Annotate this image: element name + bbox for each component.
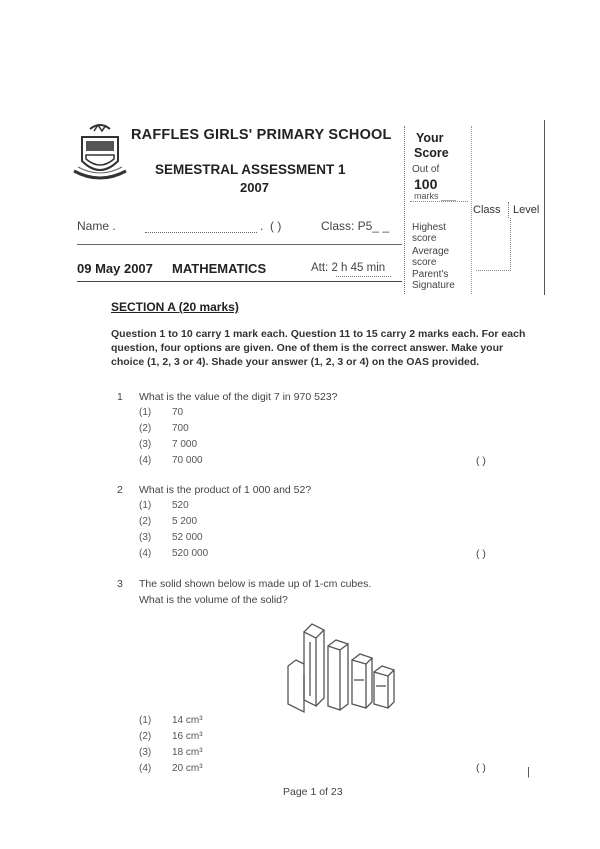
header-rule-bottom (77, 281, 402, 282)
margin-mark: | (527, 766, 530, 778)
answer-brackets[interactable]: ( ) (476, 548, 486, 560)
option-number: (3) (139, 532, 152, 543)
class-column-label: Class (473, 204, 501, 216)
option-number: (1) (139, 500, 152, 511)
marks-label: marks ___ (414, 191, 457, 201)
score-divider (410, 201, 468, 202)
level-column-label: Level (513, 204, 540, 216)
option-value: 520 000 (172, 548, 209, 559)
option-value: 18 cm³ (172, 747, 203, 758)
assessment-year: 2007 (240, 180, 269, 195)
option-number: (4) (139, 763, 152, 774)
option-value: 70 000 (172, 455, 203, 466)
duration-underline (336, 276, 391, 277)
option-number: (1) (139, 407, 152, 418)
section-title: SECTION A (20 marks) (111, 300, 239, 314)
option-value: 16 cm³ (172, 731, 203, 742)
exam-date: 09 May 2007 (77, 261, 153, 276)
highest-score-label: Highest score (412, 222, 446, 244)
option-value: 700 (172, 423, 189, 434)
option-number: (4) (139, 548, 152, 559)
your-label: Your (416, 131, 444, 145)
option-value: 520 (172, 500, 189, 511)
option-number: (2) (139, 423, 152, 434)
average-score-label: Average score (412, 246, 450, 268)
total-marks: 100 (414, 176, 438, 192)
out-of-label: Out of (412, 164, 440, 175)
option-value: 52 000 (172, 532, 203, 543)
question-number: 2 (117, 484, 123, 496)
section-instructions: Question 1 to 10 carry 1 mark each. Question 11 to 15 carry 2 marks each. For each question, four options are given. One of them is the correct answer. Make your choice (1, 2, 3 or 4). Shade your answer (1, 2, 3 or 4) on the OAS provided. (111, 328, 526, 368)
option-value: 70 (172, 407, 184, 418)
question-number: 1 (117, 391, 123, 403)
class-entry-box (476, 218, 511, 271)
option-number: (1) (139, 715, 152, 726)
exam-subject: MATHEMATICS (172, 261, 267, 276)
option-number: (2) (139, 516, 152, 527)
answer-brackets[interactable]: ( ) (476, 762, 486, 774)
assessment-title: SEMESTRAL ASSESSMENT 1 (155, 162, 346, 177)
answer-brackets[interactable]: ( ) (476, 455, 486, 467)
class-field: Class: P5_ _ (321, 219, 390, 233)
header-rule-top (77, 244, 402, 245)
question-number: 3 (117, 578, 123, 590)
school-name: RAFFLES GIRLS' PRIMARY SCHOOL (131, 127, 392, 143)
option-value: 14 cm³ (172, 715, 203, 726)
cube-solid-figure (282, 612, 406, 714)
option-value: 7 000 (172, 439, 198, 450)
page-number: Page 1 of 23 (283, 786, 343, 798)
score-label: Score (414, 146, 449, 160)
option-number: (3) (139, 439, 152, 450)
question-text: What is the value of the digit 7 in 970 523? (139, 391, 338, 403)
name-label: Name . (77, 219, 116, 233)
option-number: (4) (139, 455, 152, 466)
name-field[interactable] (145, 232, 257, 233)
parent-signature-label: Parent's Signature (412, 269, 455, 291)
duration-label: Att: 2 h 45 min (311, 262, 386, 274)
name-dot: . (260, 219, 264, 233)
question-text: The solid shown below is made up of 1-cm cubes. (139, 578, 372, 590)
question-text-2: What is the volume of the solid? (139, 594, 288, 606)
class-level-divider (508, 202, 509, 218)
option-number: (3) (139, 747, 152, 758)
register-number-field[interactable]: ( ) (270, 219, 282, 233)
option-number: (2) (139, 731, 152, 742)
option-value: 5 200 (172, 516, 198, 527)
school-crest-icon (72, 121, 128, 187)
option-value: 20 cm³ (172, 763, 203, 774)
question-text: What is the product of 1 000 and 52? (139, 484, 312, 496)
